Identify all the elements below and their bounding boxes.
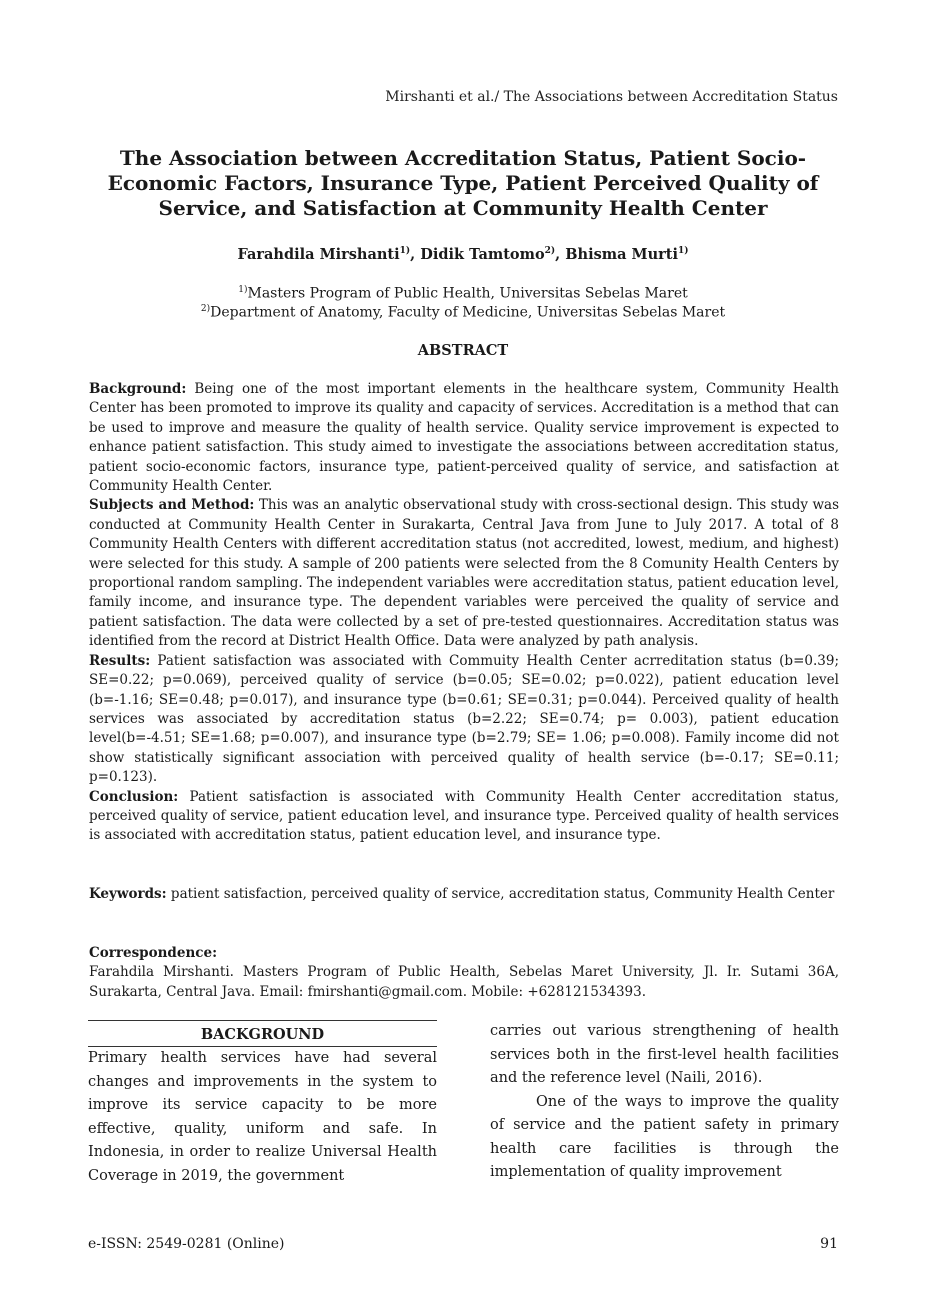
footer-issn: e-ISSN: 2549-0281 (Online) xyxy=(88,1236,285,1252)
abstract-conclusion-label: Conclusion: xyxy=(89,788,179,805)
correspondence-text: Farahdila Mirshanti. Masters Program of Public Health, Sebelas Maret University, Jl. Ir. Sutami 36A, Surakarta, Central Java. Email: fmirshanti@gmail.com. Mobile: +628121534393. xyxy=(89,964,839,1000)
affiliation-mark: 2) xyxy=(200,304,211,314)
abstract-conclusion-text: Patient satisfaction is associated with Community Health Center accreditation status, perceived quality of service, patient education level, and insurance type. Perceived quality of health services is associated with accreditation status, patient education level, and insurance type. xyxy=(89,788,839,844)
keywords xyxy=(89,885,839,904)
author-affiliation-mark: 1) xyxy=(677,246,689,257)
abstract-results xyxy=(89,652,839,788)
keywords-text: patient satisfaction, perceived quality of service, accreditation status, Community Health Center xyxy=(166,886,835,902)
abstract-background-text: Being one of the most important elements in the healthcare system, Community Health Center has been promoted to improve its quality and capacity of services. Accreditation is a method that can be used to improve and measure the quality of health service. Quality service improvement is expected to enhance patient satisfaction. This study aimed to investigate the associations between accreditation status, patient socio-economic factors, insurance type, patient-perceived quality of service, and satisfaction at Community Health Center. xyxy=(89,381,839,495)
affiliation-mark: 1) xyxy=(238,285,248,295)
abstract-results-label: Results: xyxy=(89,652,151,669)
abstract-method-label: Subjects and Method: xyxy=(89,497,255,514)
keywords-label: Keywords: xyxy=(89,886,167,902)
body-paragraph: Primary health services have had several changes and improvements in the system to improve its service capacity to be more effective, quality, uniform and safe. In Indonesia, in order to realize Universal Health Coverage in 2019, the government xyxy=(88,1050,437,1184)
author-separator: , xyxy=(410,246,421,263)
abstract-background-label: Background: xyxy=(89,381,187,397)
page-number: 91 xyxy=(820,1236,838,1252)
author-list xyxy=(100,246,826,263)
affiliation xyxy=(100,304,826,321)
author-name: Farahdila Mirshanti xyxy=(237,246,400,263)
abstract-body xyxy=(89,380,839,846)
author-affiliation-mark: 2) xyxy=(544,246,556,257)
section-rule xyxy=(88,1020,437,1021)
affiliation-text: Department of Anatomy, Faculty of Medicine, Universitas Sebelas Maret xyxy=(210,304,726,321)
body-paragraph: carries out various strengthening of health services both in the first-level health facilities and the reference level (Naili, 2016). xyxy=(490,1023,839,1086)
affiliation xyxy=(100,285,826,302)
body-paragraph: One of the ways to improve the quality of service and the patient safety in primary health care facilities is through the implementation of quality improvement xyxy=(490,1093,839,1180)
abstract-heading: ABSTRACT xyxy=(417,342,509,359)
abstract-method xyxy=(89,496,839,651)
running-head: Mirshanti et al./ The Associations between Accreditation Status xyxy=(385,89,838,105)
author-affiliation-mark: 1) xyxy=(399,246,411,257)
correspondence xyxy=(89,944,839,1002)
left-column xyxy=(88,1020,437,1188)
correspondence-label: Correspondence: xyxy=(89,945,218,961)
author-name: Bhisma Murti xyxy=(565,246,678,263)
abstract-method-text: This was an analytic observational study with cross-sectional design. This study was conducted at Community Health Center in Surakarta, Central Java from June to July 2017. A total of 8 Community Health Centers with different accreditation status (not accredited, lowest, medium, and highest) were selected for this study. A sample of 200 patients were selected from the 8 Comunity Health Centers by proportional random sampling. The independent variables were accreditation status, patient education level, family income, and insurance type. The dependent variables were perceived the quality of service and patient satisfaction. The data were collected by a set of pre-tested questionnaires. Accreditation status was identified from the record at District Health Office. Data were analyzed by path analysis. xyxy=(89,497,839,650)
paper-title: The Association between Accreditation Status, Patient Socio-Economic Factors, Insurance Type, Patient Perceived Quality of Service, and Satisfaction at Community Health Center xyxy=(107,146,819,220)
abstract-results-text: Patient satisfaction was associated with Commuity Health Center acrreditation status (b=0.39; SE=0.22; p=0.069), perceived quality of service (b=0.05; SE=0.02; p=0.022), patient education level (b=-1.16; SE=0.48; p=0.017), and insurance type (b=0.61; SE=0.31; p=0.044). Perceived quality of health services was associated by accreditation status (b=2.22; SE=0.74; p= 0.003), patient education level(b=-4.51; SE=1.68; p=0.007), and insurance type (b=2.79; SE= 1.06; p=0.008). Family income did not show statistically significant association with perceived quality of health service (b=-0.17; SE=0.11; p=0.123). xyxy=(89,652,839,786)
right-column xyxy=(490,1020,839,1185)
author-separator: , xyxy=(555,246,566,263)
section-heading-background: BACKGROUND xyxy=(88,1025,437,1047)
abstract-background xyxy=(89,380,839,496)
abstract-conclusion xyxy=(89,788,839,846)
affiliation-text: Masters Program of Public Health, Universitas Sebelas Maret xyxy=(247,285,688,302)
author-name: Didik Tamtomo xyxy=(420,246,545,263)
